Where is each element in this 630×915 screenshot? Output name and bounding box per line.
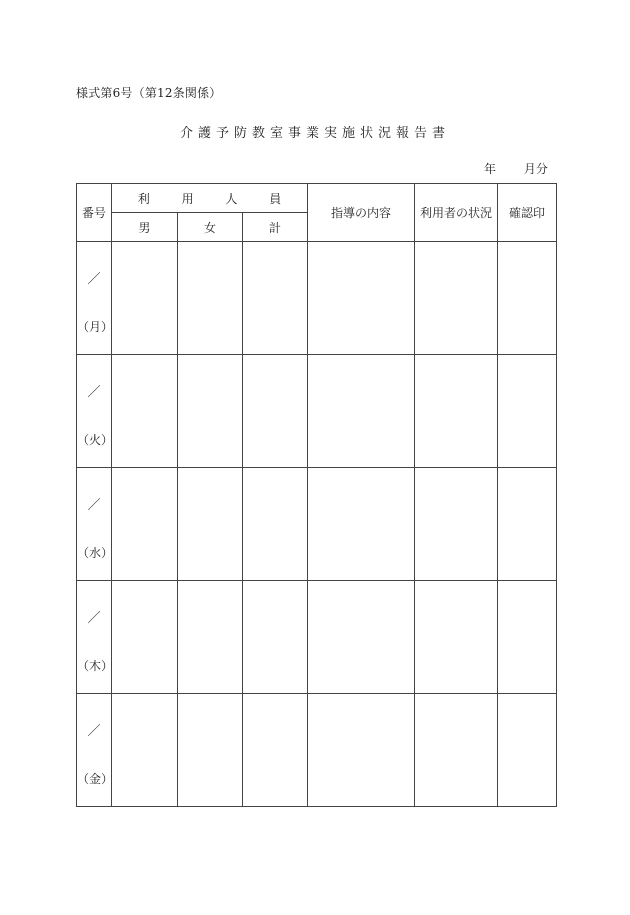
date-slash: ／ xyxy=(87,611,101,626)
female-count-cell[interactable] xyxy=(178,581,243,694)
report-period xyxy=(484,160,548,177)
status-cell[interactable] xyxy=(415,242,498,355)
report-table xyxy=(76,183,557,807)
female-count-cell[interactable] xyxy=(178,355,243,468)
total-count-cell[interactable] xyxy=(243,694,308,807)
seal-cell[interactable] xyxy=(498,581,557,694)
guidance-cell[interactable] xyxy=(308,355,415,468)
seal-header: 確認印 xyxy=(498,184,557,242)
male-header: 男 xyxy=(112,213,178,242)
weekday-label: （水） xyxy=(77,546,114,560)
table-row xyxy=(77,581,557,694)
guidance-cell[interactable] xyxy=(308,468,415,581)
table-row xyxy=(77,468,557,581)
table-row xyxy=(77,694,557,807)
total-count-cell[interactable] xyxy=(243,355,308,468)
seal-cell[interactable] xyxy=(498,694,557,807)
day-cell[interactable] xyxy=(77,242,112,355)
date-slash: ／ xyxy=(87,724,101,739)
female-count-cell[interactable] xyxy=(178,468,243,581)
seal-cell[interactable] xyxy=(498,355,557,468)
date-slash: ／ xyxy=(87,272,101,287)
date-slash: ／ xyxy=(87,385,101,400)
day-cell[interactable] xyxy=(77,581,112,694)
date-slash: ／ xyxy=(87,498,101,513)
status-cell[interactable] xyxy=(415,468,498,581)
guidance-cell[interactable] xyxy=(308,694,415,807)
male-count-cell[interactable] xyxy=(112,694,178,807)
status-cell[interactable] xyxy=(415,694,498,807)
guidance-header: 指導の内容 xyxy=(308,184,415,242)
month-label: 月分 xyxy=(523,162,548,176)
table-row xyxy=(77,355,557,468)
total-header: 計 xyxy=(243,213,308,242)
table-row xyxy=(77,242,557,355)
male-count-cell[interactable] xyxy=(112,468,178,581)
female-count-cell[interactable] xyxy=(178,242,243,355)
male-count-cell[interactable] xyxy=(112,355,178,468)
status-header: 利用者の状況 xyxy=(415,184,498,242)
total-count-cell[interactable] xyxy=(243,242,308,355)
day-cell[interactable] xyxy=(77,468,112,581)
total-count-cell[interactable] xyxy=(243,468,308,581)
weekday-label: （月） xyxy=(77,320,114,334)
users-header: 利 用 人 員 xyxy=(112,184,308,213)
weekday-label: （火） xyxy=(77,433,114,447)
status-cell[interactable] xyxy=(415,355,498,468)
male-count-cell[interactable] xyxy=(112,581,178,694)
report-title: 介護予防教室事業実施状況報告書 xyxy=(179,126,450,141)
year-label: 年 xyxy=(484,162,497,176)
female-count-cell[interactable] xyxy=(178,694,243,807)
weekday-label: （金） xyxy=(77,772,114,786)
male-count-cell[interactable] xyxy=(112,242,178,355)
header-row-1 xyxy=(77,184,557,213)
seal-cell[interactable] xyxy=(498,468,557,581)
female-header: 女 xyxy=(178,213,243,242)
weekday-label: （木） xyxy=(77,659,114,673)
day-cell[interactable] xyxy=(77,355,112,468)
day-cell[interactable] xyxy=(77,694,112,807)
guidance-cell[interactable] xyxy=(308,242,415,355)
status-cell[interactable] xyxy=(415,581,498,694)
total-count-cell[interactable] xyxy=(243,581,308,694)
guidance-cell[interactable] xyxy=(308,581,415,694)
number-header: 番号 xyxy=(77,184,112,242)
seal-cell[interactable] xyxy=(498,242,557,355)
form-number: 様式第6号（第12条関係） xyxy=(76,86,222,100)
